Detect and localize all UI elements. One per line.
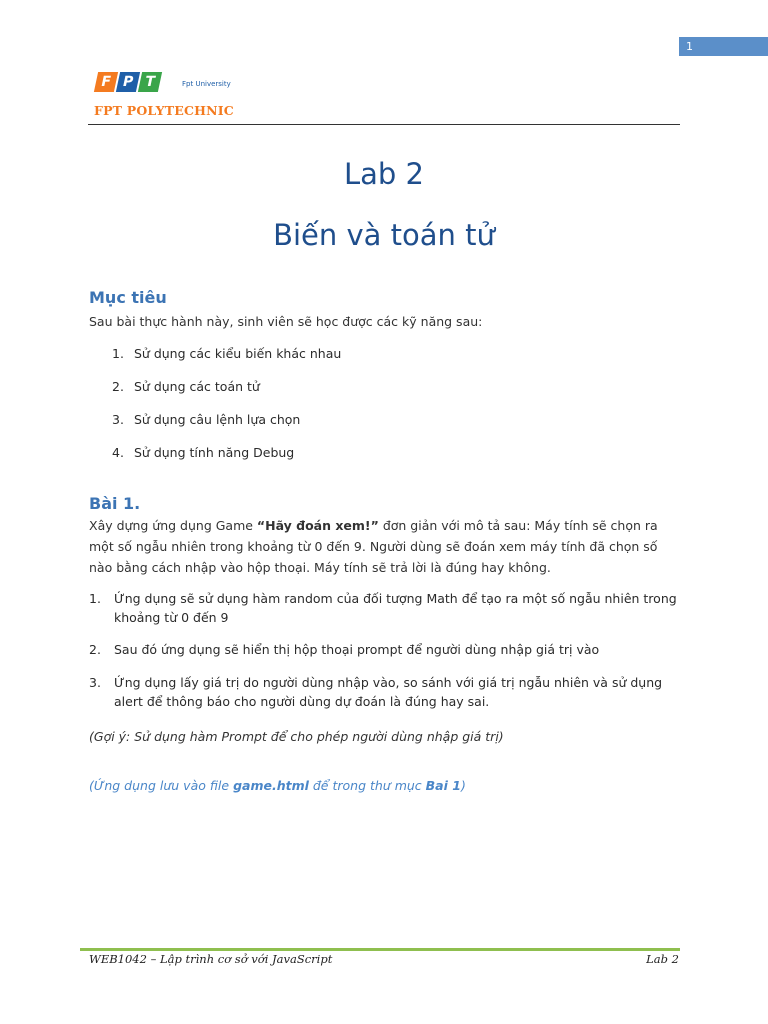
save-note-text: để trong thư mục — [308, 778, 426, 793]
footer-course: WEB1042 – Lập trình cơ sở với JavaScript — [89, 952, 333, 966]
list-item-number: 2. — [112, 379, 124, 394]
list-item-number: 1. — [89, 591, 101, 606]
save-note-text: (Ứng dụng lưu vào file — [89, 778, 234, 793]
game-name: “Hãy đoán xem!” — [256, 518, 379, 533]
list-item-number: 4. — [112, 445, 124, 460]
list-item — [89, 640, 689, 659]
exercise-intro — [89, 515, 659, 578]
footer-divider — [80, 948, 680, 951]
exercise-steps-list — [89, 589, 689, 711]
list-item-text: Sau đó ứng dụng sẽ hiển thị hộp thoại prompt để người dùng nhập giá trị vào — [114, 642, 600, 657]
list-item — [112, 376, 341, 409]
list-item-text: Sử dụng tính năng Debug — [134, 445, 295, 460]
objectives-list — [112, 343, 341, 475]
list-item-number: 3. — [89, 675, 101, 690]
logo-tile-t: T — [138, 72, 162, 92]
list-item — [89, 589, 689, 627]
logo-tile-f: F — [94, 72, 118, 92]
page-subtitle: Biến và toán tử — [273, 218, 495, 252]
list-item — [112, 409, 341, 442]
list-item — [112, 442, 341, 475]
logo-polytechnic-text: FPT POLYTECHNIC — [94, 103, 234, 118]
fpt-polytechnic-logo — [92, 70, 272, 122]
page-number-badge: 1 — [679, 37, 768, 56]
file-name: game.html — [233, 778, 309, 793]
objectives-intro: Sau bài thực hành này, sinh viên sẽ học được các kỹ năng sau: — [89, 314, 483, 329]
hint-note: (Gợi ý: Sử dụng hàm Prompt để cho phép người dùng nhập giá trị) — [89, 729, 504, 744]
save-note — [89, 778, 466, 793]
list-item-number: 1. — [112, 346, 124, 361]
list-item-text: Ứng dụng sẽ sử dụng hàm random của đối tượng Math để tạo ra một số ngẫu nhiên trong khoảng từ 0 đến 9 — [114, 591, 677, 625]
list-item-text: Sử dụng các kiểu biến khác nhau — [134, 346, 342, 361]
logo-university-text: Fpt University — [182, 80, 231, 88]
page-title: Lab 2 — [343, 157, 424, 191]
objectives-heading: Mục tiêu — [89, 288, 167, 307]
list-item-text: Ứng dụng lấy giá trị do người dùng nhập vào, so sánh với giá trị ngẫu nhiên và sử dụng alert để thông báo cho người dùng dự đoán là đúng hay sai. — [114, 675, 663, 709]
list-item — [112, 343, 341, 376]
intro-text-rest: đơn giản với mô tả sau: Máy tính sẽ chọn ra một số ngẫu nhiên trong khoảng từ 0 đến 9. Người dùng sẽ đoán xem máy tính đã chọn số nào bằng cách nhập vào hộp thoại. Máy tính sẽ trả lời là đúng hay không. — [89, 518, 658, 575]
list-item-text: Sử dụng các toán tử — [134, 379, 260, 394]
list-item-text: Sử dụng câu lệnh lựa chọn — [134, 412, 301, 427]
list-item-number: 2. — [89, 642, 101, 657]
exercise-heading: Bài 1. — [89, 494, 141, 513]
folder-name: Bai 1 — [425, 778, 461, 793]
header-divider — [88, 124, 680, 125]
intro-text: Xây dựng ứng dụng Game — [89, 518, 257, 533]
save-note-text: ) — [460, 778, 466, 793]
footer-lab: Lab 2 — [646, 952, 679, 966]
list-item — [89, 673, 689, 711]
list-item-number: 3. — [112, 412, 124, 427]
fpt-brand-tiles — [96, 72, 160, 92]
logo-tile-p: P — [116, 72, 140, 92]
